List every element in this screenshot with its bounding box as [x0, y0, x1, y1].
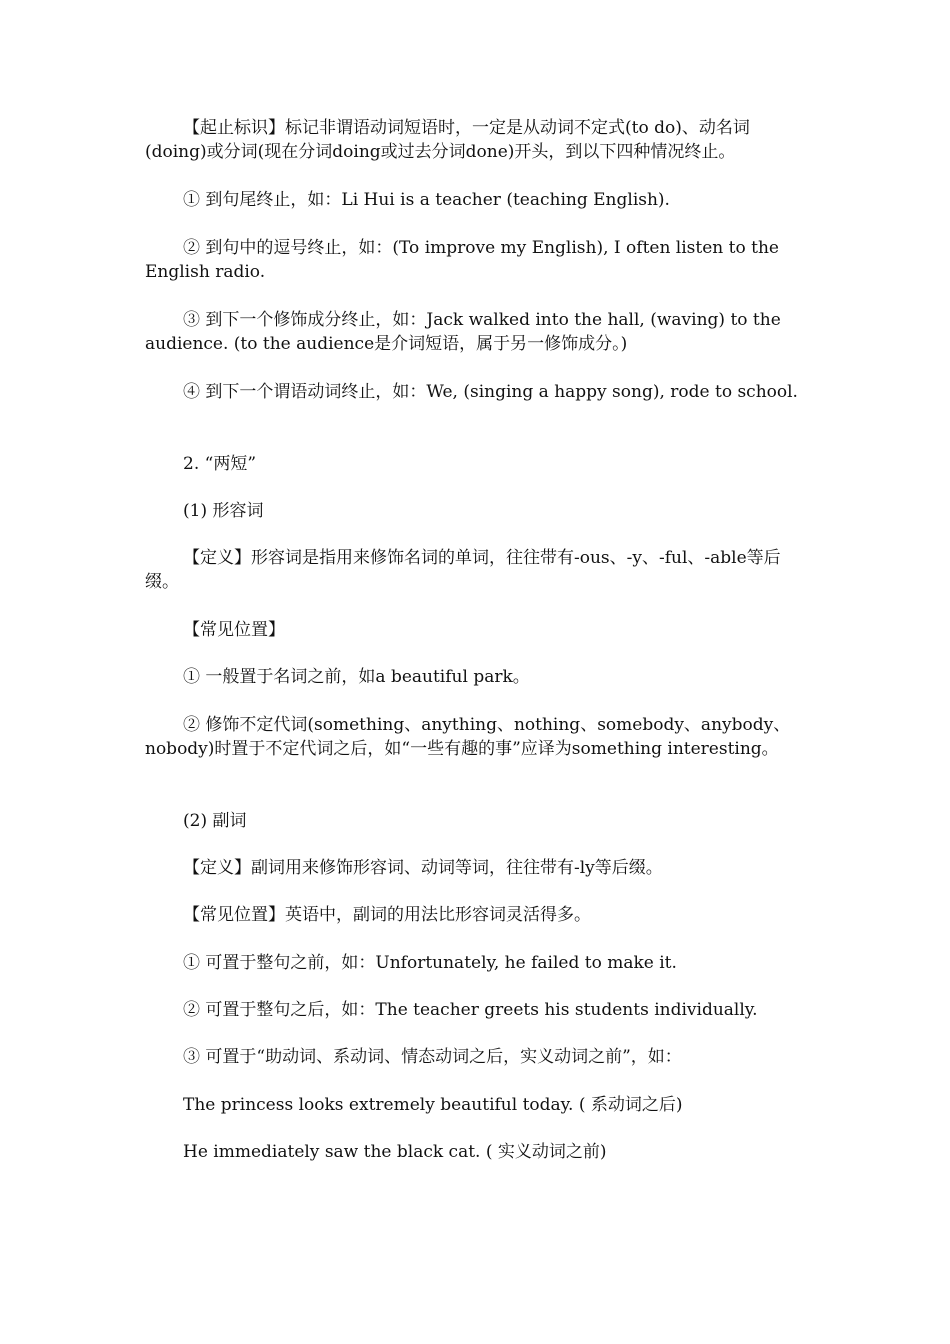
example-sentence-2: He immediately saw the black cat. ( 实义动词之前) [183, 1142, 607, 1162]
rule-item-2: ② 到句中的逗号终止，如：(To improve my English), I often listen to the English radio. [145, 238, 785, 282]
rule-item-4: ④ 到下一个谓语动词终止，如：We, (singing a happy song), rode to school. [183, 382, 798, 402]
rule-item-1: ① 到句尾终止，如：Li Hui is a teacher (teaching English). [183, 190, 670, 210]
subheading-adverb: (2) 副词 [183, 811, 247, 831]
adverb-definition: 【定义】副词用来修饰形容词、动词等词，往往带有-ly等后缀。 [183, 858, 663, 878]
example-sentence-1: The princess looks extremely beautiful today. ( 系动词之后) [183, 1095, 683, 1115]
adverb-position-1: ① 可置于整句之前，如：Unfortunately, he failed to make it. [183, 953, 677, 973]
adjective-position-2: ② 修饰不定代词(something、anything、nothing、somebody、anybody、nobody)时置于不定代词之后，如“一些有趣的事”应译为something interesting。 [145, 715, 791, 759]
section-heading-two-shorts: 2. “两短” [183, 454, 257, 474]
adverb-position-heading: 【常见位置】英语中，副词的用法比形容词灵活得多。 [183, 905, 591, 925]
paragraph-boundary-markers: 【起止标识】标记非谓语动词短语时，一定是从动词不定式(to do)、动名词(doing)或分词(现在分词doing或过去分词done)开头，到以下四种情况终止。 [145, 118, 750, 162]
rule-item-3: ③ 到下一个修饰成分终止，如：Jack walked into the hall, (waving) to the audience. (to the audience是介词短语，属于另一修饰成分。) [145, 310, 787, 354]
adverb-position-3: ③ 可置于“助动词、系动词、情态动词之后，实义动词之前”，如： [183, 1047, 682, 1067]
adjective-position-1: ① 一般置于名词之前，如a beautiful park。 [183, 667, 530, 687]
subheading-adjective: (1) 形容词 [183, 501, 264, 521]
adjective-position-heading: 【常见位置】 [183, 620, 285, 640]
adverb-position-2: ② 可置于整句之后，如：The teacher greets his students individually. [183, 1000, 758, 1020]
adjective-definition: 【定义】形容词是指用来修饰名词的单词，往往带有-ous、-y、-ful、-able等后缀。 [145, 548, 781, 592]
